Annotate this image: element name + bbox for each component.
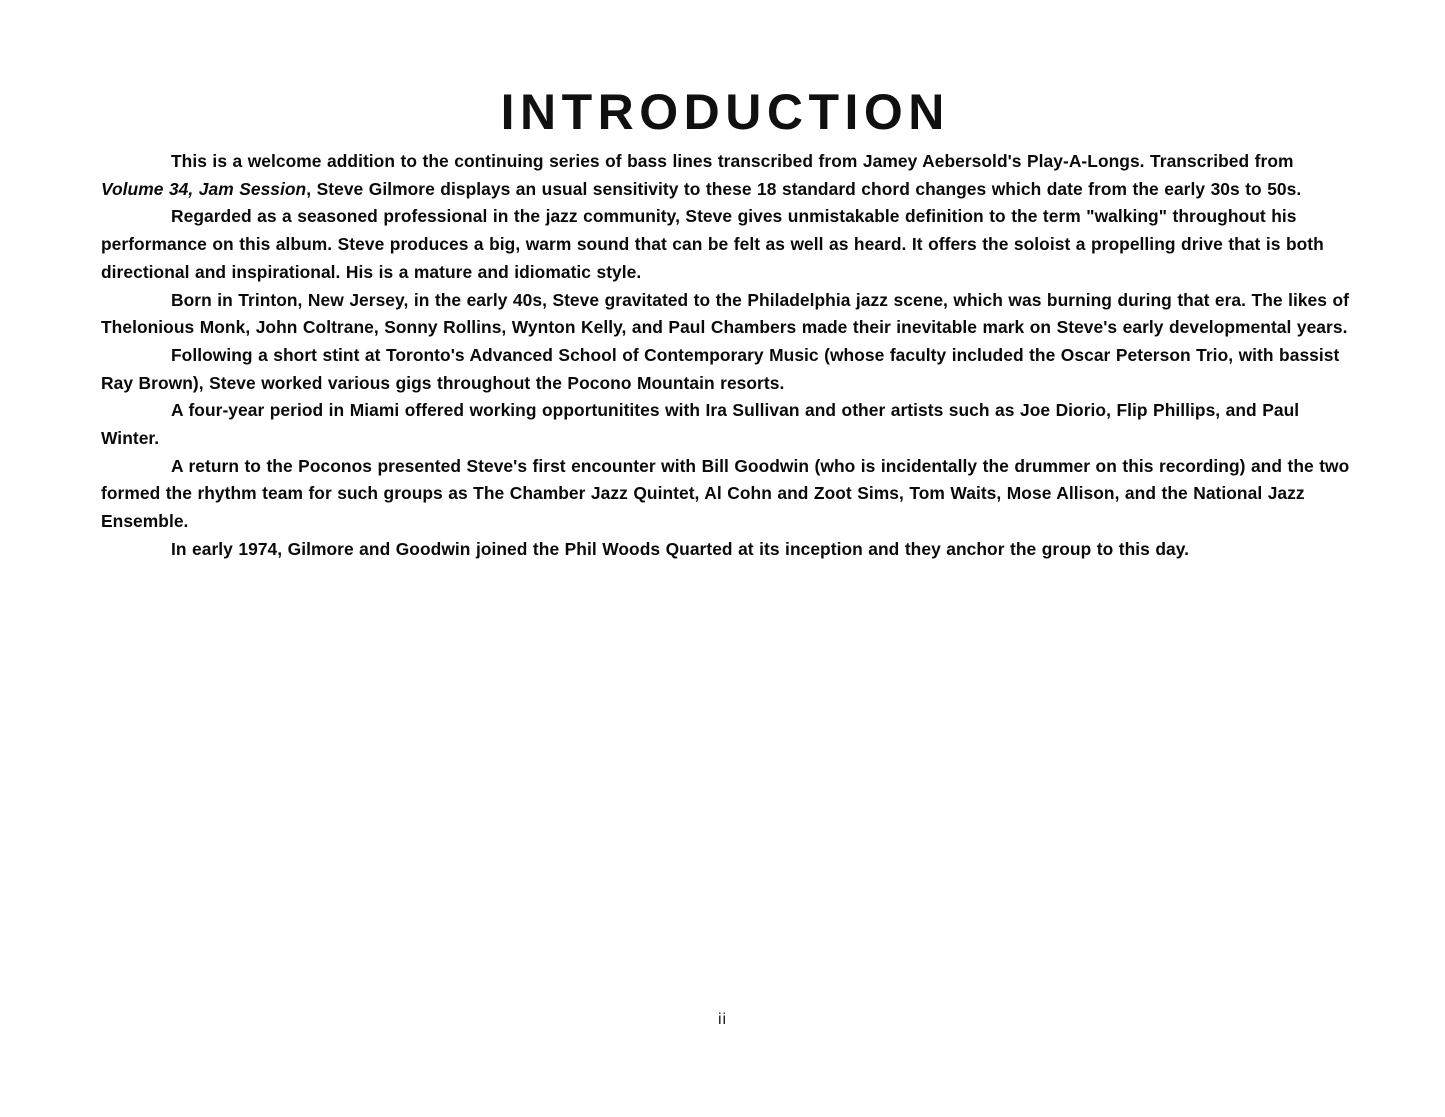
page-number: ii — [717, 1011, 728, 1028]
paragraph-6: A return to the Poconos presented Steve's first encounter with Bill Goodwin (who is incidentally the drummer on this recording) and the two formed the rhythm team for such groups as The Chamber Jazz Quintet, Al Cohn and Zoot Sims, Tom Waits, Mose Allison, and the National Jazz Ensemble. — [101, 455, 1350, 532]
paragraph-1-text-before-italic: This is a welcome addition to the continuing series of bass lines transcribed from Jamey Aebersold's Play-A-Longs. Transcribed from — [171, 151, 1294, 171]
paragraph-7: In early 1974, Gilmore and Goodwin joined the Phil Woods Quarted at its inception and they anchor the group to this day. — [171, 538, 1190, 559]
paragraph-1 — [101, 148, 1356, 203]
paragraph-4: Following a short stint at Toronto's Advanced School of Contemporary Music (whose faculty included the Oscar Peterson Trio, with bassist Ray Brown), Steve worked various gigs throughout the Pocono Mountain resorts. — [101, 344, 1340, 393]
paragraph-2: Regarded as a seasoned professional in the jazz community, Steve gives unmistakable definition to the term "walking" throughout his performance on this album. Steve produces a big, warm sound that can be felt as well as heard. It offers the soloist a propelling drive that is both directional and inspirational. His is a mature and idiomatic style. — [101, 206, 1324, 282]
paragraph-1-text-after-italic: , Steve Gilmore displays an usual sensitivity to these 18 standard chord changes which date from the early 30s to 50s. — [306, 178, 1302, 199]
page-title: INTRODUCTION — [500, 83, 950, 140]
body-text-block — [101, 148, 1356, 564]
paragraph-5: A four-year period in Miami offered working opportunitites with Ira Sullivan and other artists such as Joe Diorio, Flip Phillips, and Paul Winter. — [101, 400, 1300, 449]
paragraph-1-italic-title: Volume 34, Jam Session — [101, 178, 307, 199]
paragraph-3: Born in Trinton, New Jersey, in the early 40s, Steve gravitated to the Philadelphia jazz scene, which was burning during that era. The likes of Thelonious Monk, John Coltrane, Sonny Rollins, Wynton Kelly, and Paul Chambers made their inevitable mark on Steve's early developmental years. — [101, 289, 1349, 338]
